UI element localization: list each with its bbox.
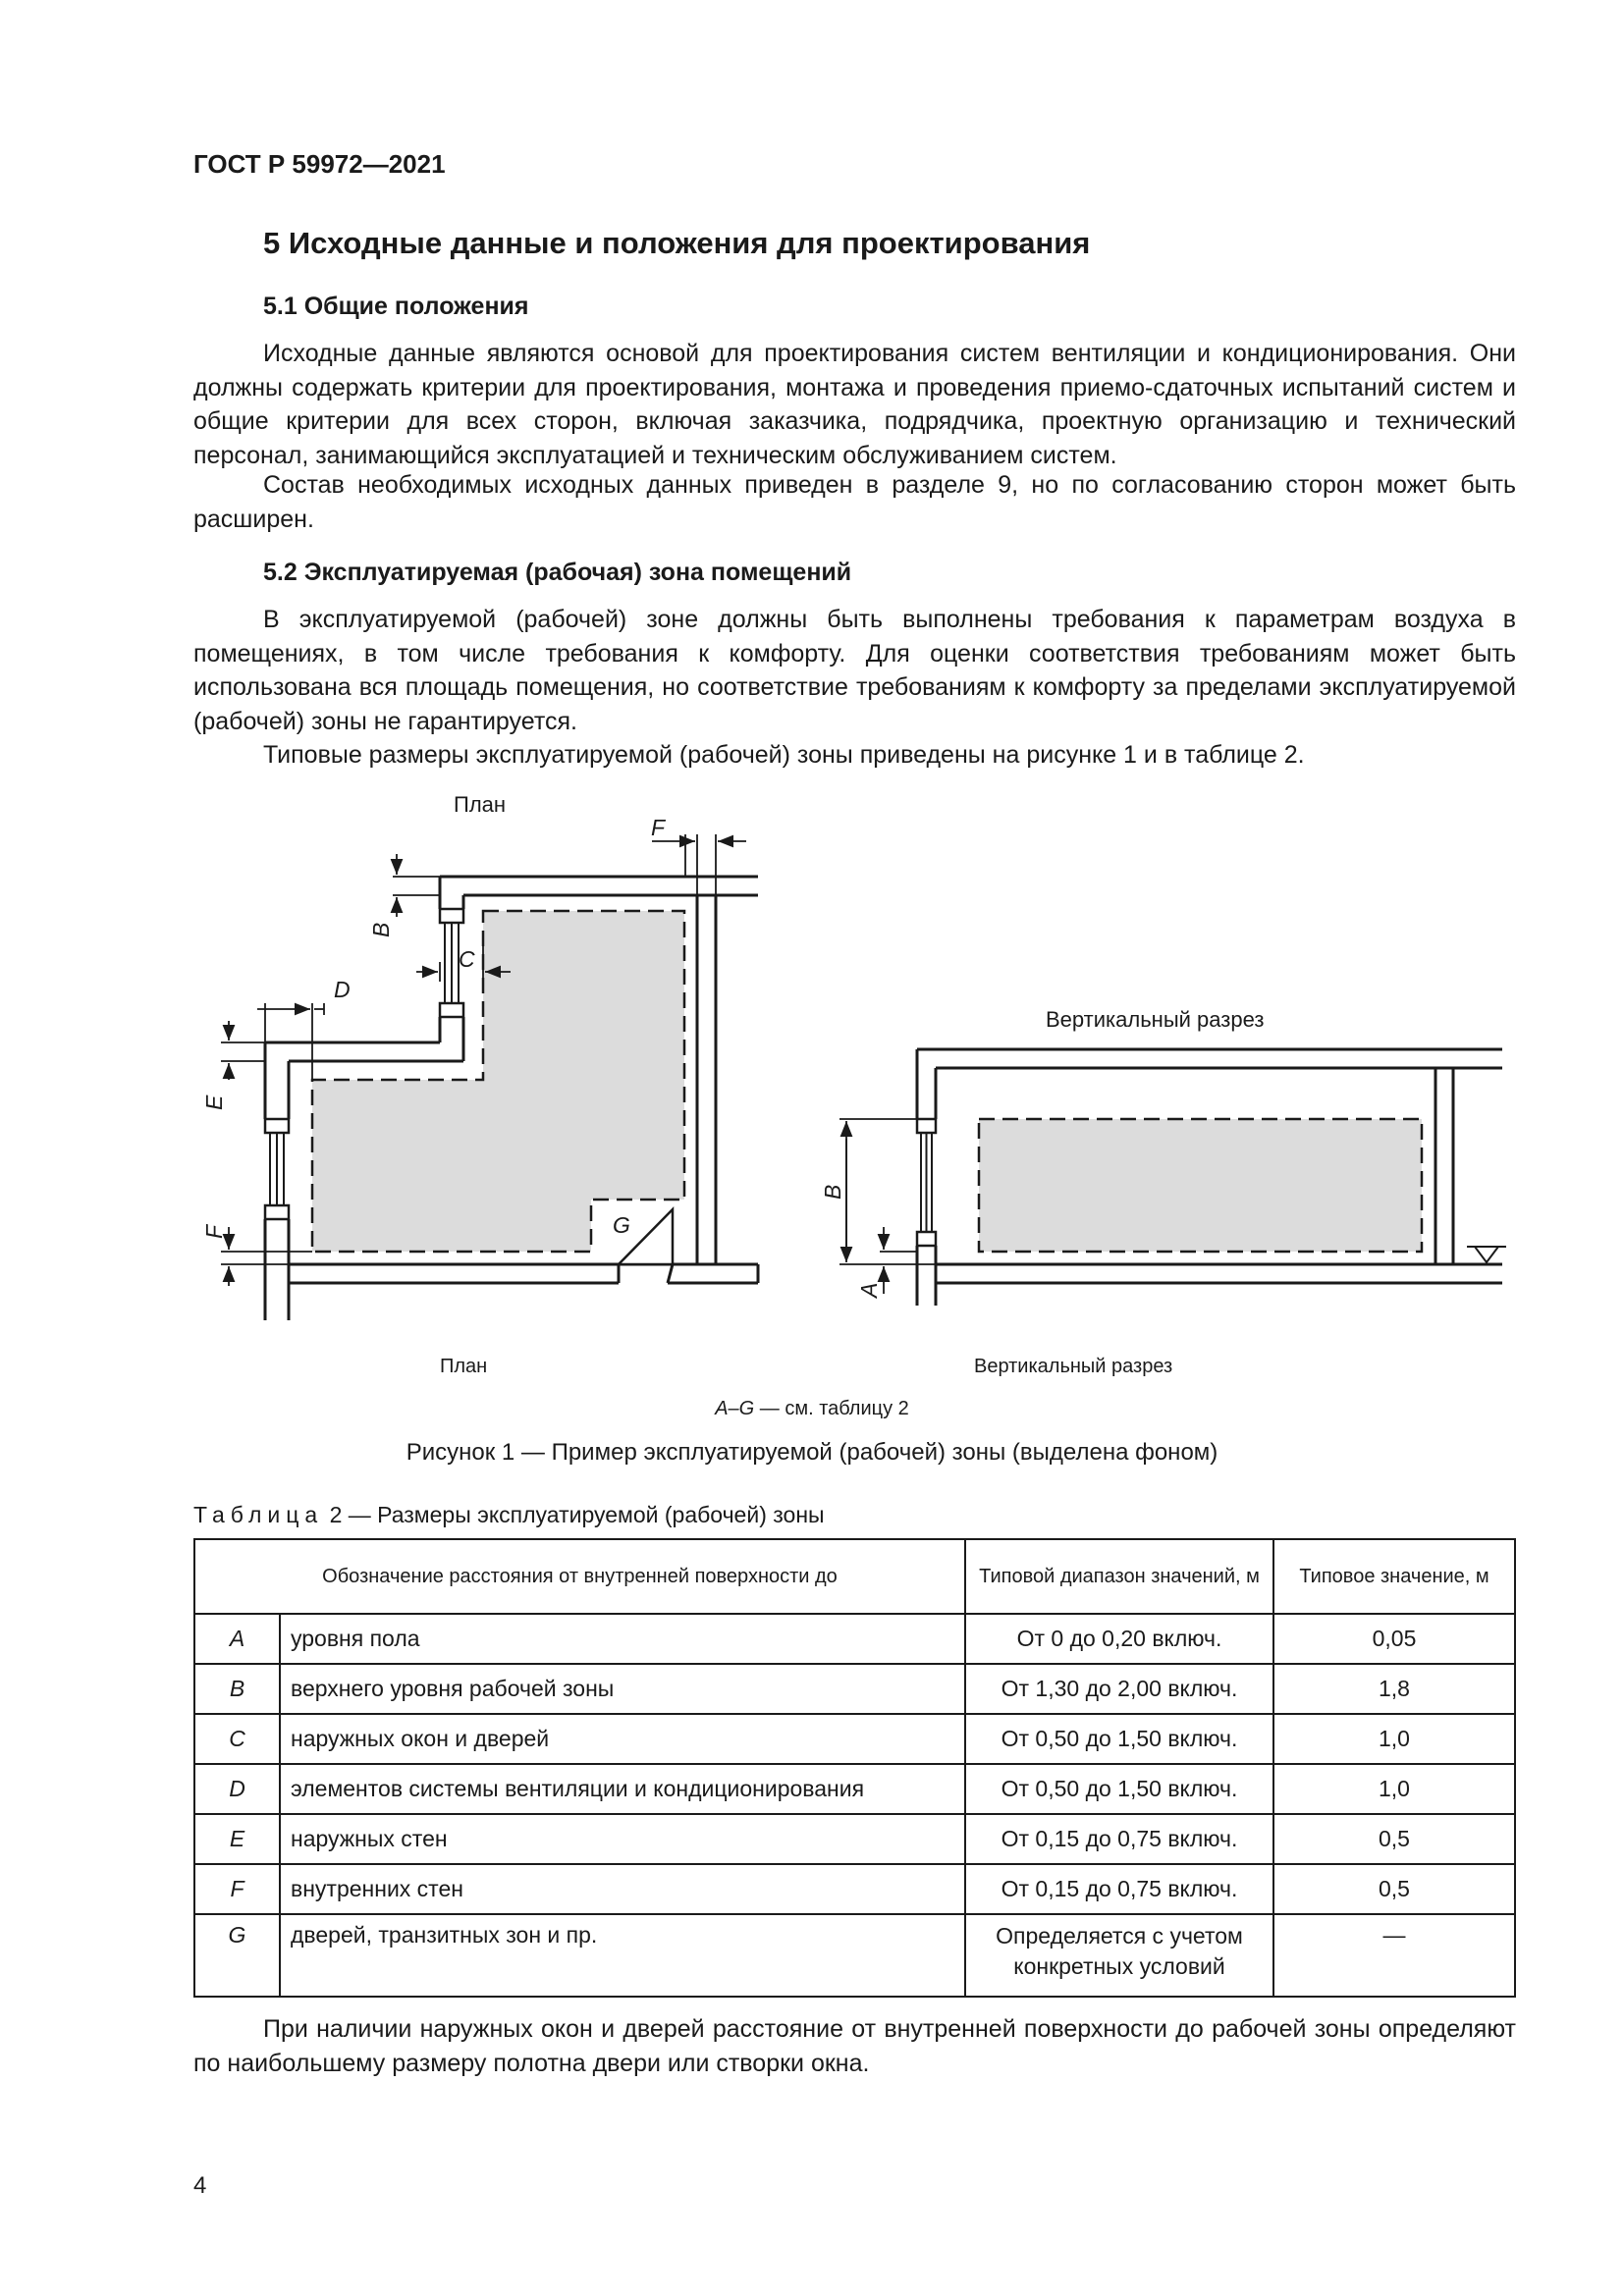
table-row xyxy=(194,1864,1515,1914)
plan-top-title: План xyxy=(454,792,507,817)
label-D: D xyxy=(334,977,351,1002)
row-letter: F xyxy=(194,1864,280,1914)
row-value: 1,0 xyxy=(1273,1714,1515,1764)
table-row xyxy=(194,1714,1515,1764)
section-top-title: Вертикальный разрез xyxy=(1046,1007,1265,1032)
label-B-plan: B xyxy=(368,922,394,937)
row-range: От 0,50 до 1,50 включ. xyxy=(965,1714,1273,1764)
subsection-5-2-paragraph-1: В эксплуатируемой (рабочей) зоне должны быть выполнены требования к параметрам воздуха в помещениях, в том числе требования к комфорту. Для оценки соответствия требованиям может быть использована вся площадь помещения, но соответствие требованиям к комфорту за пределами эксплуатируемой (рабочей) зоны не гарантируется. xyxy=(193,606,1516,735)
row-range: Определяется с учетом конкретных условий xyxy=(965,1914,1273,1997)
section-zone-fill xyxy=(979,1119,1422,1252)
row-name: верхнего уровня рабочей зоны xyxy=(280,1664,965,1714)
row-letter: E xyxy=(194,1814,280,1864)
page-number: 4 xyxy=(193,2172,207,2199)
table-title-word: Таблица xyxy=(193,1502,324,1527)
row-value: 0,5 xyxy=(1273,1864,1515,1914)
dimensions-table xyxy=(193,1538,1516,1998)
row-range: От 0,15 до 0,75 включ. xyxy=(965,1814,1273,1864)
label-A: A xyxy=(856,1282,882,1298)
row-letter: D xyxy=(194,1764,280,1814)
plan-caption: План xyxy=(440,1356,488,1377)
label-G: G xyxy=(613,1212,630,1238)
section-drawing xyxy=(839,1049,1506,1306)
row-value: 1,0 xyxy=(1273,1764,1515,1814)
row-letter: A xyxy=(194,1614,280,1664)
row-value: 1,8 xyxy=(1273,1664,1515,1714)
header-range: Типовой диапазон значений, м xyxy=(965,1539,1273,1614)
row-range: От 0 до 0,20 включ. xyxy=(965,1614,1273,1664)
label-E: E xyxy=(201,1095,227,1110)
figure-note-text: — см. таблицу 2 xyxy=(754,1398,909,1419)
row-name: внутренних стен xyxy=(280,1864,965,1914)
row-range: От 0,50 до 1,50 включ. xyxy=(965,1764,1273,1814)
row-name: дверей, транзитных зон и пр. xyxy=(280,1914,965,1997)
table-row xyxy=(194,1914,1515,1997)
table-header-row xyxy=(194,1539,1515,1614)
subsection-5-1-paragraph-1: Исходные данные являются основой для проектирования систем вентиляции и кондиционирования. Они должны содержать критерии для проектирования, монтажа и проведения приемо-сдаточных испытаний систем и общие критерии для всех сторон, включая заказчика, подрядчика, проектную организацию и технический персонал, занимающийся эксплуатацией и техническим обслуживанием систем. xyxy=(193,340,1516,469)
row-value: 0,05 xyxy=(1273,1614,1515,1664)
figure-note-range: A–G xyxy=(715,1398,755,1419)
subsection-5-2-title: 5.2 Эксплуатируемая (рабочая) зона помещений xyxy=(263,559,852,586)
label-F-top: F xyxy=(651,815,666,840)
section-title: 5 Исходные данные и положения для проектирования xyxy=(263,226,1091,260)
subsection-5-1-title: 5.1 Общие положения xyxy=(263,293,529,320)
row-value: — xyxy=(1273,1914,1515,1997)
figure-caption: Рисунок 1 — Пример эксплуатируемой (рабочей) зоны (выделена фоном) xyxy=(406,1439,1218,1466)
header-value: Типовое значение, м xyxy=(1273,1539,1515,1614)
table-row xyxy=(194,1664,1515,1714)
section-caption: Вертикальный разрез xyxy=(974,1356,1173,1377)
table-row xyxy=(194,1814,1515,1864)
closing-paragraph: При наличии наружных окон и дверей расстояние от внутренней поверхности до рабочей зоны определяют по наибольшему размеру полотна двери или створки окна. xyxy=(193,2015,1516,2077)
row-letter: B xyxy=(194,1664,280,1714)
row-range: От 0,15 до 0,75 включ. xyxy=(965,1864,1273,1914)
table-title-rest: 2 — Размеры эксплуатируемой (рабочей) зоны xyxy=(323,1502,825,1527)
figure-note xyxy=(0,1398,1624,1420)
row-name: элементов системы вентиляции и кондиционирования xyxy=(280,1764,965,1814)
table-title xyxy=(193,1502,825,1528)
label-B-section: B xyxy=(820,1184,845,1200)
row-name: наружных стен xyxy=(280,1814,965,1864)
plan-zone-fill xyxy=(312,911,684,1252)
table-row xyxy=(194,1764,1515,1814)
table-row xyxy=(194,1614,1515,1664)
label-C: C xyxy=(459,946,475,972)
header-designation: Обозначение расстояния от внутренней поверхности до xyxy=(194,1539,965,1614)
subsection-5-2-paragraph-2: Типовые размеры эксплуатируемой (рабочей) зоны приведены на рисунке 1 и в таблице 2. xyxy=(263,741,1305,769)
row-name: наружных окон и дверей xyxy=(280,1714,965,1764)
plan-drawing xyxy=(221,834,758,1320)
label-F-left: F xyxy=(201,1224,227,1239)
document-code: ГОСТ Р 59972—2021 xyxy=(193,149,446,179)
row-letter: C xyxy=(194,1714,280,1764)
row-letter: G xyxy=(194,1914,280,1997)
row-range: От 1,30 до 2,00 включ. xyxy=(965,1664,1273,1714)
row-value: 0,5 xyxy=(1273,1814,1515,1864)
subsection-5-1-paragraph-2: Состав необходимых исходных данных приведен в разделе 9, но по согласованию сторон может быть расширен. xyxy=(193,471,1516,533)
row-name: уровня пола xyxy=(280,1614,965,1664)
